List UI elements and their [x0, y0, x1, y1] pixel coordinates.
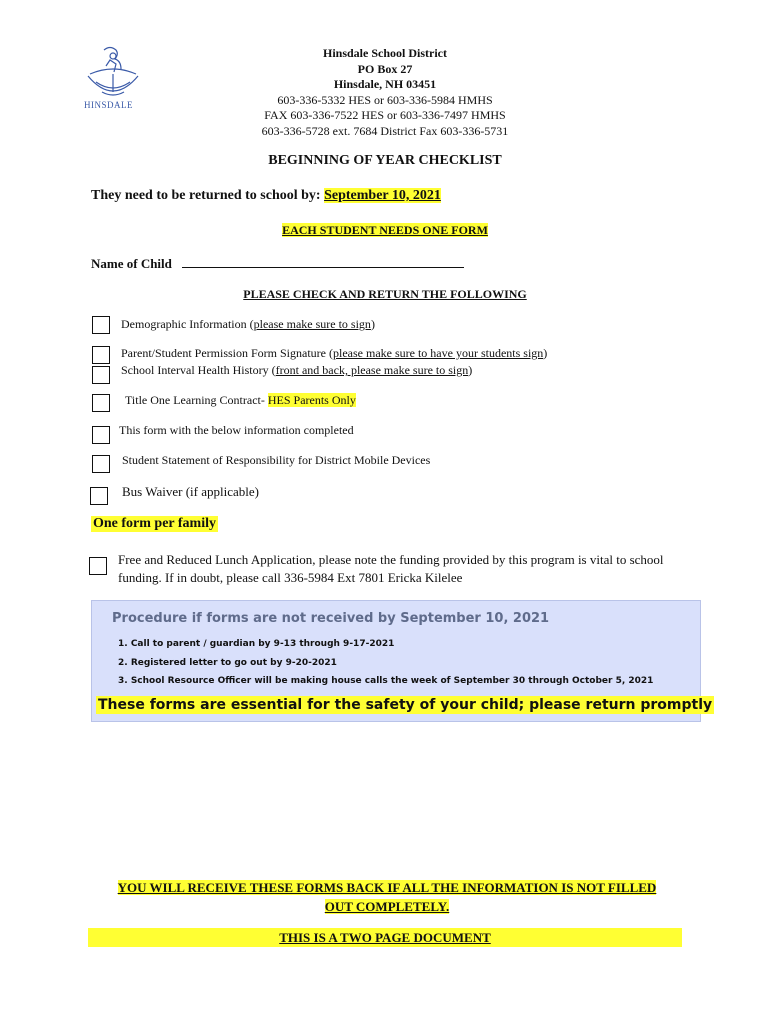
page-title: BEGINNING OF YEAR CHECKLIST	[268, 153, 502, 168]
item-end: )	[370, 317, 375, 331]
two-page-notice	[88, 928, 682, 947]
item-note: HES Parents Only	[267, 393, 356, 407]
due-date: September 10, 2021	[324, 188, 441, 203]
procedure-title: Procedure if forms are not received by September 10, 2021	[112, 611, 550, 626]
two-page-text: THIS IS A TWO PAGE DOCUMENT	[279, 930, 491, 945]
checkbox-health-history[interactable]	[92, 366, 110, 384]
each-student-notice	[0, 223, 770, 238]
item-text: Demographic Information (	[121, 317, 254, 331]
due-label: They need to be returned to school by:	[91, 188, 321, 203]
logo-wordmark: HINSDALE	[84, 100, 133, 110]
checkbox-free-lunch[interactable]	[89, 557, 107, 575]
item-title-one	[125, 392, 356, 409]
item-health-history	[121, 362, 472, 379]
checkbox-demographic[interactable]	[92, 316, 110, 334]
checkbox-title-one[interactable]	[92, 394, 110, 412]
item-text: Bus Waiver (if applicable)	[122, 484, 259, 499]
district-name: Hinsdale School District	[322, 46, 447, 60]
checkbox-bus-waiver[interactable]	[90, 487, 108, 505]
checkbox-permission[interactable]	[92, 346, 110, 364]
fax-line: FAX 603-336-7522 HES or 603-336-7497 HMHS	[264, 108, 506, 122]
item-note: please make sure to sign	[253, 317, 371, 331]
item-mobile-devices	[122, 452, 430, 469]
warning-line-2: OUT COMPLETELY.	[324, 899, 450, 914]
item-note: please make sure to have your students sign	[333, 346, 544, 360]
procedure-step-1: 1. Call to parent / guardian by 9-13 through 9-17-2021	[118, 639, 395, 649]
checkbox-this-form[interactable]	[92, 426, 110, 444]
procedure-step-3: 3. School Resource Officer will be making house calls the week of September 30 through October 5, 2021	[118, 676, 654, 686]
child-name-field[interactable]	[182, 257, 464, 268]
item-text: School Interval Health History (	[121, 363, 276, 377]
warning-line-1: YOU WILL RECEIVE THESE FORMS BACK IF ALL THE INFORMATION IS NOT FILLED	[117, 880, 657, 895]
incomplete-warning	[92, 878, 682, 916]
item-bus-waiver	[122, 483, 259, 500]
item-free-lunch: Free and Reduced Lunch Application, please note the funding provided by this program is vital to school funding. If in doubt, please call 336-5984 Ext 7801 Ericka Kilelee	[118, 552, 664, 585]
phone-line: 603-336-5332 HES or 603-336-5984 HMHS	[277, 92, 493, 107]
city-state: Hinsdale, NH 03451	[333, 77, 437, 91]
child-name-label: Name of Child	[91, 256, 172, 271]
item-permission	[121, 345, 547, 362]
item-note: front and back, please make sure to sign	[275, 363, 469, 377]
due-date-line	[91, 188, 441, 204]
po-box: PO Box 27	[357, 61, 413, 76]
item-end: )	[468, 363, 473, 377]
item-this-form	[119, 422, 354, 439]
each-student-text: EACH STUDENT NEEDS ONE FORM	[282, 223, 488, 237]
district-phone-line: 603-336-5728 ext. 7684 District Fax 603-336-5731	[261, 123, 509, 138]
procedure-step-2: 2. Registered letter to go out by 9-20-2021	[118, 658, 337, 668]
essential-notice: These forms are essential for the safety of your child; please return promptly	[98, 697, 713, 713]
one-form-per-family: One form per family	[93, 516, 216, 531]
checkbox-mobile-devices[interactable]	[92, 455, 110, 473]
child-name-row	[91, 256, 464, 272]
district-address-block	[200, 46, 570, 139]
item-end: )	[543, 346, 548, 360]
item-text: Student Statement of Responsibility for District Mobile Devices	[122, 453, 431, 467]
checklist-heading-text: PLEASE CHECK AND RETURN THE FOLLOWING	[243, 287, 527, 301]
item-demographic	[121, 316, 375, 333]
item-text: Title One Learning Contract-	[125, 393, 268, 407]
item-text: This form with the below information completed	[119, 423, 354, 437]
item-text: Parent/Student Permission Form Signature (	[121, 346, 333, 360]
checklist-heading	[0, 287, 770, 302]
